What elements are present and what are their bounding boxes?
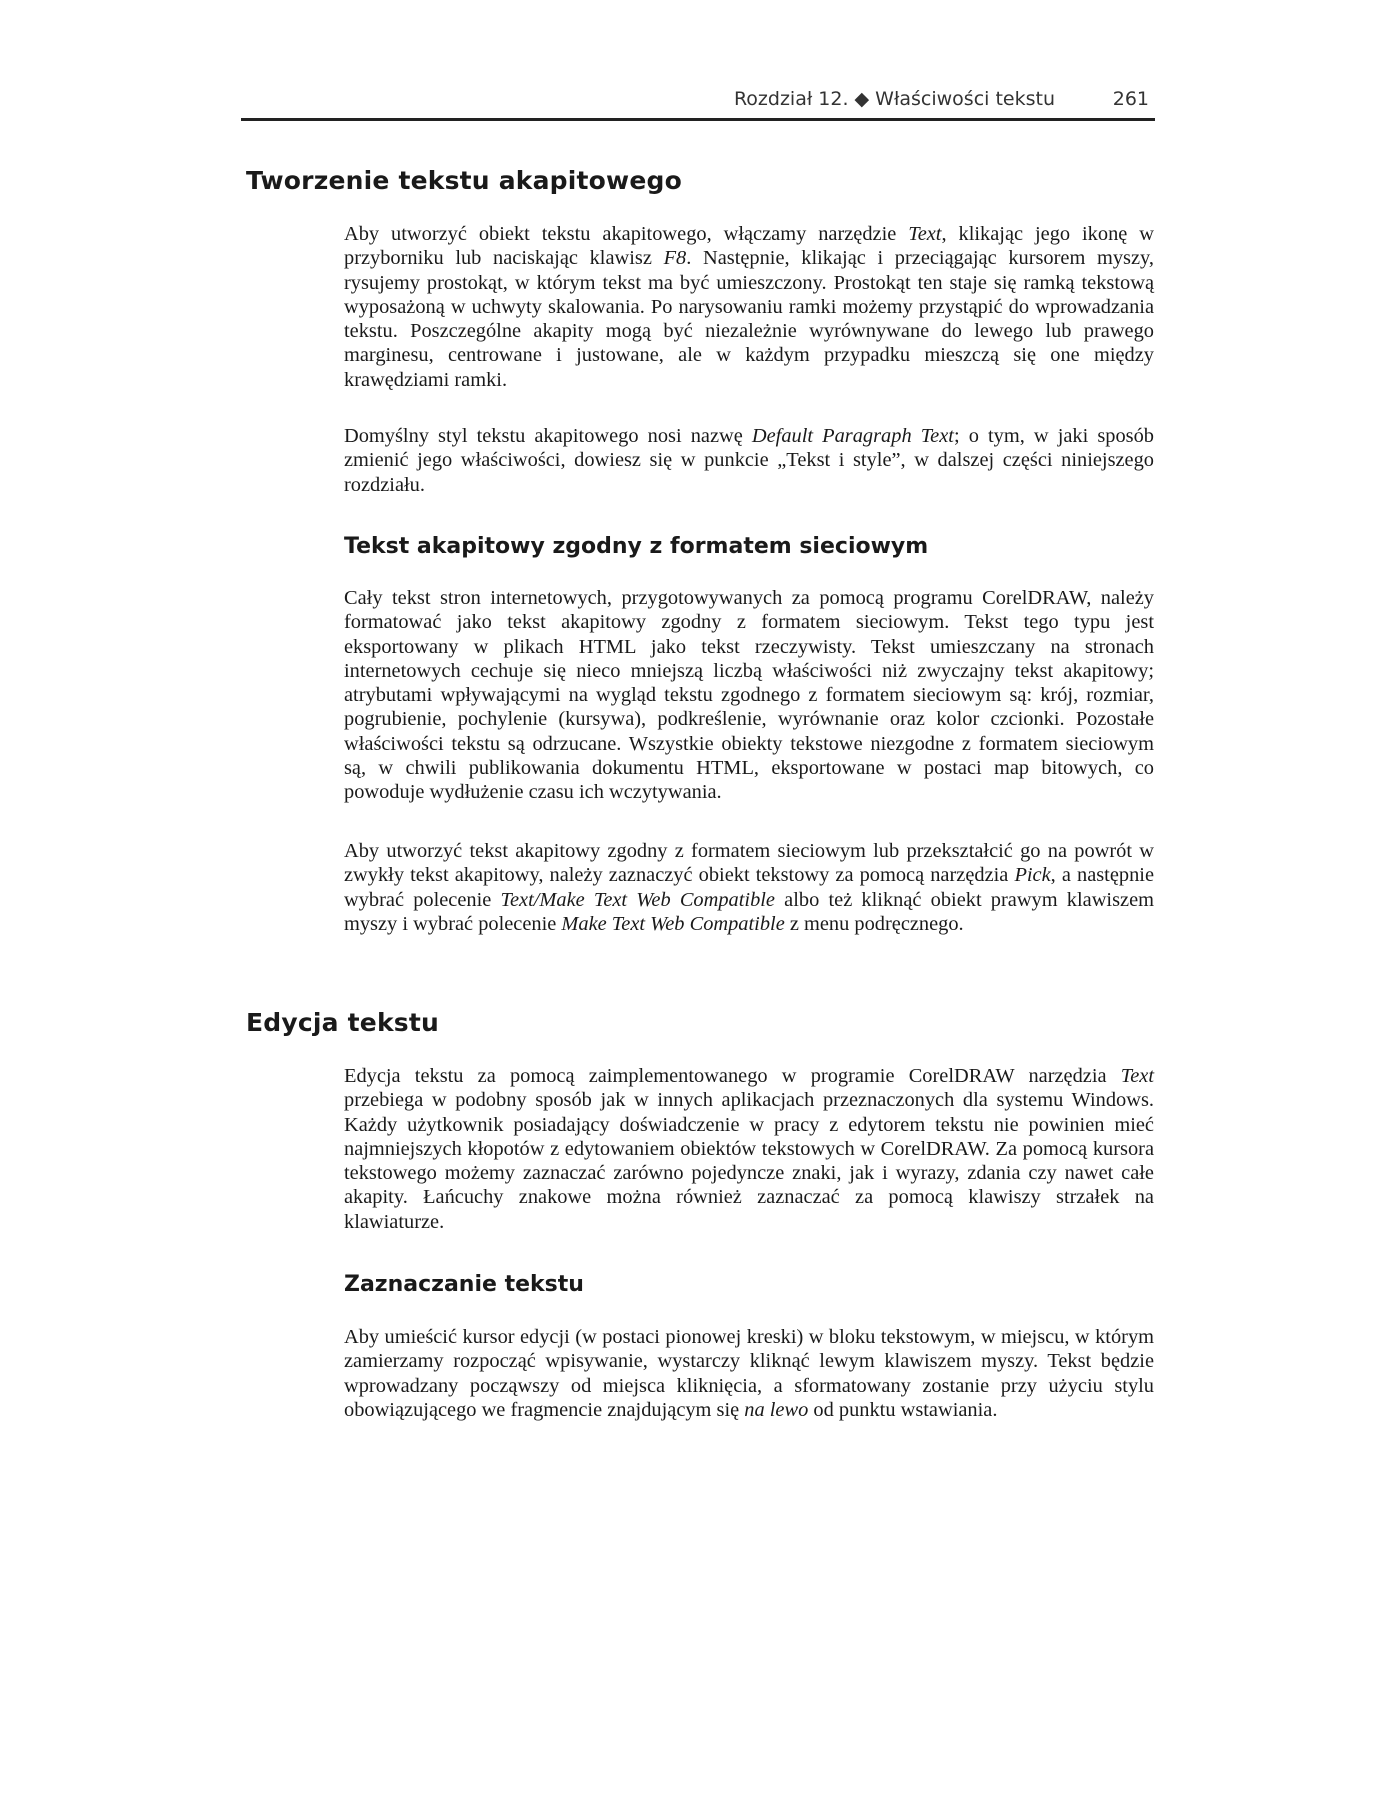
chapter-title: Rozdział 12. ◆ Właściwości tekstu <box>733 88 1055 110</box>
paragraph-web-text: Cały tekst stron internetowych, przygotowywanych za pomocą programu CorelDRAW, należy formatować jako tekst akapitowy zgodny z formatem sieciowym. Tekst tego typu jest eksportowany w plikach HTML jako tekst rzeczywisty. Tekst umieszczany na stronach internetowych cechuje się nieco mniejszą liczbą właściwości niż zwyczajny tekst akapitowy; atrybutami wpływającymi na wygląd tekstu zgodnego z formatem sieciowym są: krój, rozmiar, pogrubienie, pochylenie (kursywa), podkreślenie, wyrównanie oraz kolor czcionki. Pozostałe właściwości tekstu są odrzucane. Wszystkie obiekty tekstowe niezgodne z formatem sieciowym są, w chwili publikowania dokumentu HTML, eksportowane w postaci map bitowych, co powoduje wydłużenie czasu ich wczytywania. <box>344 587 1154 804</box>
subsection-heading-web-compatible: Tekst akapitowy zgodny z formatem sieciowym <box>344 534 929 559</box>
paragraph-creating-paragraph-text: Aby utworzyć obiekt tekstu akapitowego, włączamy narzędzie Text, klikając jego ikonę w przyborniku lub naciskając klawisz F8. Następnie, klikając i przeciągając kursorem myszy, rysujemy prostokąt, w którym tekst ma być umieszczony. Prostokąt ten staje się ramką tekstową wyposażoną w uchwyty skalowania. Po narysowaniu ramki możemy przystąpić do wprowadzania tekstu. Poszczególne akapity mogą być niezależnie wyrównywane do lewego lub prawego marginesu, centrowane i justowane, ale w każdym przypadku mieszczą się one między krawędziami ramki. <box>344 223 1154 391</box>
page-number: 261 <box>1112 88 1149 110</box>
running-header <box>241 82 1155 121</box>
paragraph-text-editing: Edycja tekstu za pomocą zaimplementowanego w programie CorelDRAW narzędzia Text przebiega w podobny sposób jak w innych aplikacjach przeznaczonych dla systemu Windows. Każdy użytkownik posiadający doświadczenie w pracy z edytorem tekstu nie powinien mieć najmniejszych kłopotów z edytowaniem obiektów tekstowych w CorelDRAW. Za pomocą kursora tekstowego możemy zaznaczać zarówno pojedyncze znaki, jak i wyrazy, zdania czy nawet całe akapity. Łańcuchy znakowe można również zaznaczać za pomocą klawiszy strzałek na klawiaturze. <box>344 1065 1154 1233</box>
section-heading-text-editing: Edycja tekstu <box>246 1008 439 1037</box>
paragraph-selecting-text: Aby umieścić kursor edycji (w postaci pionowej kreski) w bloku tekstowym, w miejscu, w którym zamierzamy rozpocząć wpisywanie, wystarczy kliknąć lewym klawiszem myszy. Tekst będzie wprowadzany począwszy od miejsca kliknięcia, a sformatowany zostanie przy użyciu stylu obowiązującego we fragmencie znajdującym się na lewo od punktu wstawiania. <box>344 1326 1154 1421</box>
section-heading-paragraph-text: Tworzenie tekstu akapitowego <box>246 166 682 195</box>
paragraph-default-style: Domyślny styl tekstu akapitowego nosi nazwę Default Paragraph Text; o tym, w jaki sposób zmienić jego właściwości, dowiesz się w punkcie „Tekst i style”, w dalszej części niniejszego rozdziału. <box>344 425 1155 496</box>
paragraph-make-web-compatible: Aby utworzyć tekst akapitowy zgodny z formatem sieciowym lub przekształcić go na powrót w zwykły tekst akapitowy, należy zaznaczyć obiekt tekstowy za pomocą narzędzia Pick, a następnie wybrać polecenie Text/Make Text Web Compatible albo też kliknąć obiekt prawym klawiszem myszy i wybrać polecenie Make Text Web Compatible z menu podręcznego. <box>344 840 1154 935</box>
subsection-heading-selecting-text: Zaznaczanie tekstu <box>344 1272 584 1297</box>
